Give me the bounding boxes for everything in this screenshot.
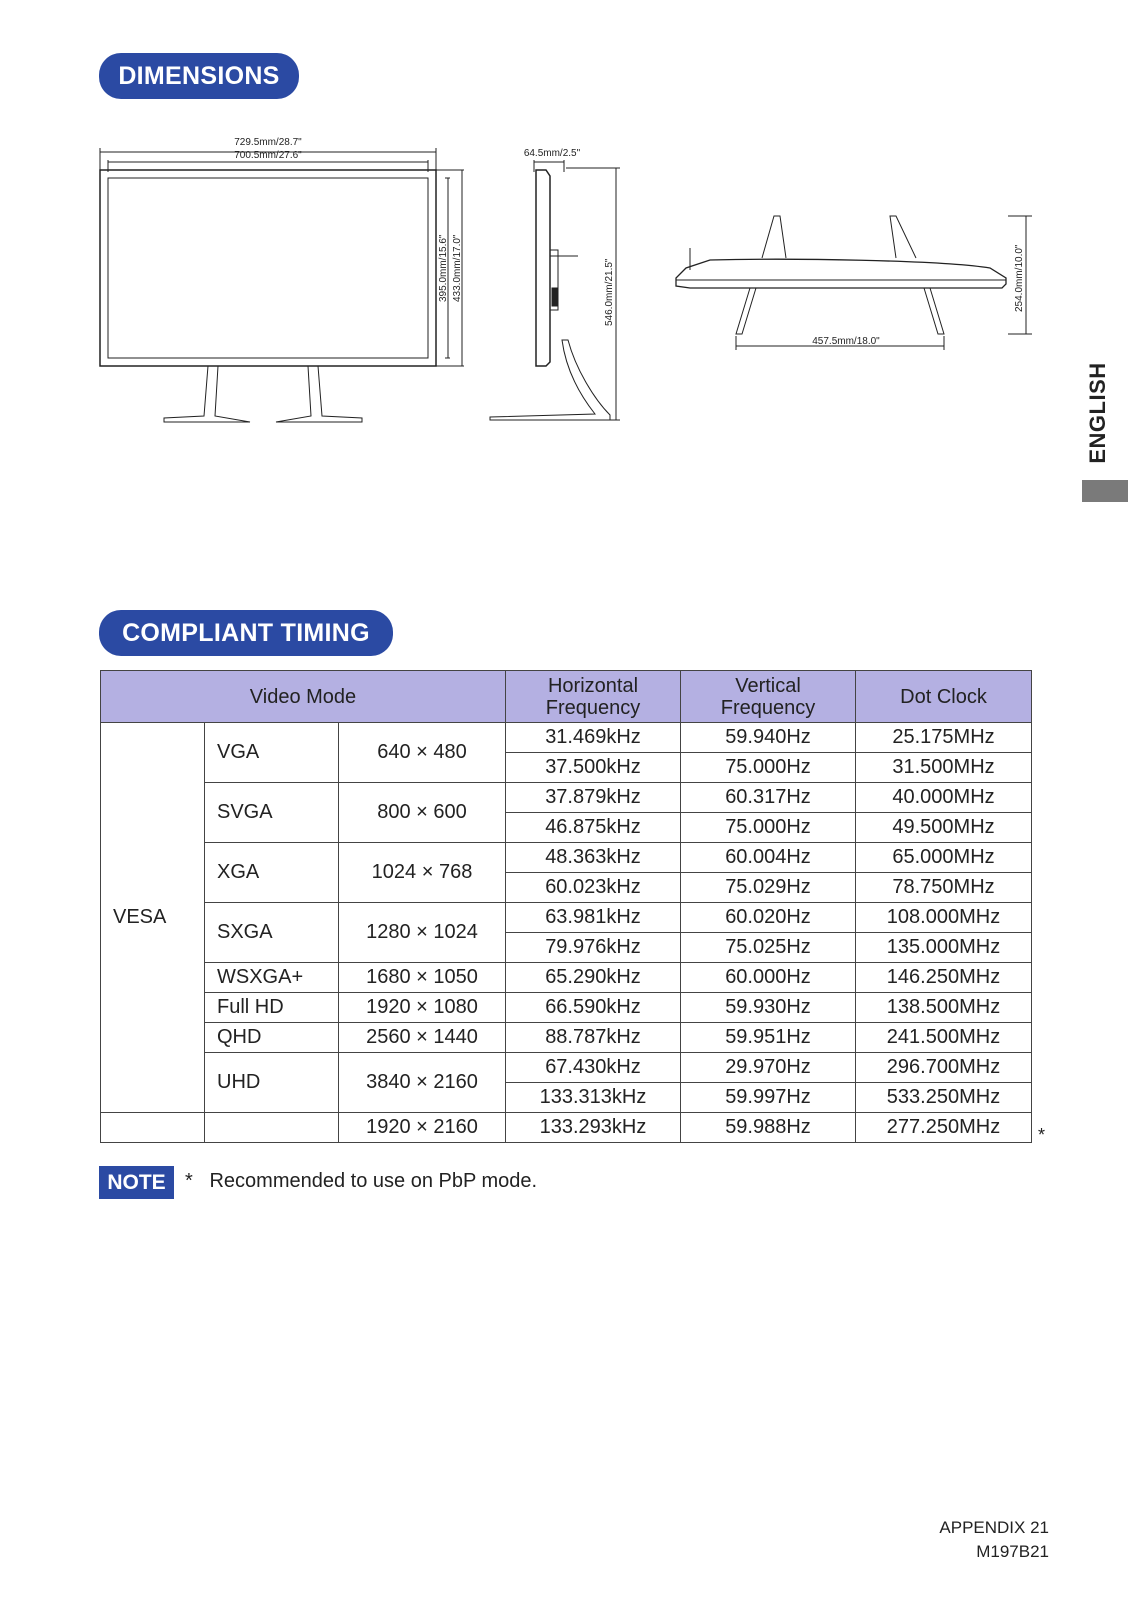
vfreq-cell: 59.930Hz (681, 993, 856, 1023)
height-with-stand-label: 546.0mm/21.5" (604, 258, 615, 326)
hfreq-cell: 133.313kHz (506, 1083, 681, 1113)
dotclock-cell: 135.000MHz (856, 933, 1032, 963)
note-text (185, 1170, 537, 1193)
table-row (101, 903, 1032, 933)
table-row (101, 783, 1032, 813)
resolution-cell: 800 × 600 (339, 783, 506, 843)
dotclock-cell: 40.000MHz (856, 783, 1032, 813)
header-video-mode: Video Mode (101, 671, 506, 723)
table-row (101, 1053, 1032, 1083)
header-vertical-frequency: Vertical Frequency (681, 671, 856, 723)
mode-cell: VGA (205, 723, 339, 783)
vfreq-cell: 60.004Hz (681, 843, 856, 873)
hfreq-cell: 60.023kHz (506, 873, 681, 903)
resolution-cell: 1024 × 768 (339, 843, 506, 903)
vfreq-cell: 60.020Hz (681, 903, 856, 933)
hfreq-cell: 37.500kHz (506, 753, 681, 783)
overall-width-label: 729.5mm/28.7" (234, 137, 302, 148)
dotclock-cell: 296.700MHz (856, 1053, 1032, 1083)
dotclock-cell: 49.500MHz (856, 813, 1032, 843)
resolution-cell: 1920 × 2160 (339, 1113, 506, 1143)
pbp-asterisk: * (1038, 1125, 1046, 1145)
dotclock-cell: 78.750MHz (856, 873, 1032, 903)
dotclock-cell: 533.250MHz (856, 1083, 1032, 1113)
dotclock-cell: 241.500MHz (856, 1023, 1032, 1053)
resolution-cell: 1680 × 1050 (339, 963, 506, 993)
empty-mode-cell (205, 1113, 339, 1143)
compliant-timing-heading: COMPLIANT TIMING (99, 610, 393, 656)
side-view-drawing (490, 160, 620, 420)
resolution-cell: 1920 × 1080 (339, 993, 506, 1023)
language-tab-label: ENGLISH (1085, 362, 1110, 464)
table-row (101, 723, 1032, 753)
mode-cell: XGA (205, 843, 339, 903)
table-row (101, 963, 1032, 993)
mode-cell: Full HD (205, 993, 339, 1023)
hfreq-cell: 66.590kHz (506, 993, 681, 1023)
dotclock-cell: 277.250MHz (856, 1113, 1032, 1143)
resolution-cell: 2560 × 1440 (339, 1023, 506, 1053)
vfreq-cell: 59.940Hz (681, 723, 856, 753)
overall-height-label: 433.0mm/17.0" (452, 234, 463, 302)
vfreq-cell: 75.025Hz (681, 933, 856, 963)
dotclock-cell: 31.500MHz (856, 753, 1032, 783)
header-horizontal-frequency: Horizontal Frequency (506, 671, 681, 723)
language-tab-bar (1082, 480, 1128, 502)
note-asterisk: * (185, 1170, 193, 1192)
table-row (101, 993, 1032, 1023)
hfreq-cell: 88.787kHz (506, 1023, 681, 1053)
hfreq-cell: 79.976kHz (506, 933, 681, 963)
panel-height-label: 395.0mm/15.6" (438, 234, 449, 302)
page-footer-model: M197B21 (976, 1542, 1049, 1561)
stand-depth-label: 254.0mm/10.0" (1014, 244, 1025, 312)
resolution-cell: 3840 × 2160 (339, 1053, 506, 1113)
hfreq-cell: 65.290kHz (506, 963, 681, 993)
vfreq-cell: 75.000Hz (681, 753, 856, 783)
dimensions-diagram (90, 130, 1060, 450)
dotclock-cell: 25.175MHz (856, 723, 1032, 753)
dotclock-cell: 65.000MHz (856, 843, 1032, 873)
table-row (101, 1023, 1032, 1053)
vfreq-cell: 75.029Hz (681, 873, 856, 903)
panel-width-label: 700.5mm/27.6" (234, 150, 302, 161)
dimensions-heading: DIMENSIONS (99, 53, 299, 99)
dotclock-cell: 146.250MHz (856, 963, 1032, 993)
vfreq-cell: 59.988Hz (681, 1113, 856, 1143)
empty-group-cell (101, 1113, 205, 1143)
depth-label: 64.5mm/2.5" (523, 148, 581, 159)
vfreq-cell: 29.970Hz (681, 1053, 856, 1083)
hfreq-cell: 48.363kHz (506, 843, 681, 873)
vfreq-cell: 59.951Hz (681, 1023, 856, 1053)
dotclock-cell: 108.000MHz (856, 903, 1032, 933)
page-footer-appendix: APPENDIX 21 (939, 1518, 1049, 1537)
mode-cell: QHD (205, 1023, 339, 1053)
note-message: Recommended to use on PbP mode. (209, 1170, 538, 1192)
header-dot-clock: Dot Clock (856, 671, 1032, 723)
hfreq-cell: 67.430kHz (506, 1053, 681, 1083)
mode-cell: SXGA (205, 903, 339, 963)
mode-cell: SVGA (205, 783, 339, 843)
group-cell: VESA (101, 723, 205, 1113)
hfreq-cell: 46.875kHz (506, 813, 681, 843)
mode-cell: WSXGA+ (205, 963, 339, 993)
note-badge: NOTE (99, 1166, 174, 1199)
table-row (101, 1113, 1032, 1143)
hfreq-cell: 133.293kHz (506, 1113, 681, 1143)
resolution-cell: 1280 × 1024 (339, 903, 506, 963)
table-row (101, 843, 1032, 873)
vfreq-cell: 60.000Hz (681, 963, 856, 993)
hfreq-cell: 37.879kHz (506, 783, 681, 813)
table-header-row (101, 671, 1032, 723)
top-view-drawing (676, 216, 1032, 350)
vfreq-cell: 59.997Hz (681, 1083, 856, 1113)
hfreq-cell: 31.469kHz (506, 723, 681, 753)
mode-cell: UHD (205, 1053, 339, 1113)
hfreq-cell: 63.981kHz (506, 903, 681, 933)
resolution-cell: 640 × 480 (339, 723, 506, 783)
timing-table (100, 670, 1032, 1143)
front-view-drawing (100, 148, 464, 422)
stand-width-label: 457.5mm/18.0" (812, 336, 880, 347)
vfreq-cell: 75.000Hz (681, 813, 856, 843)
dotclock-cell: 138.500MHz (856, 993, 1032, 1023)
vfreq-cell: 60.317Hz (681, 783, 856, 813)
